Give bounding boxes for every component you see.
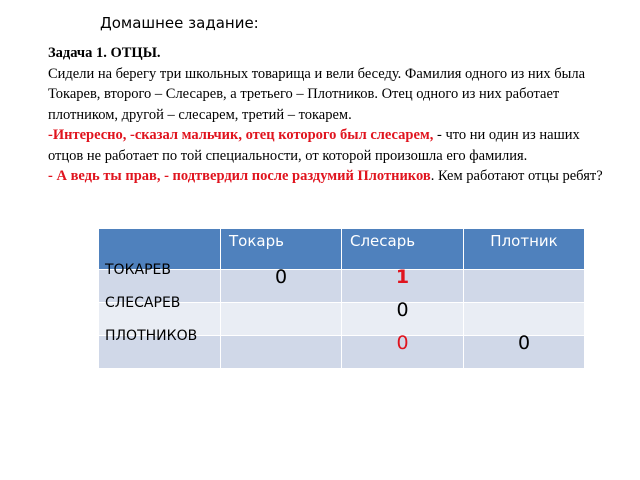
- table-row: [99, 336, 585, 369]
- header-cell-plotnik: [464, 229, 585, 270]
- column-header: Токарь: [229, 232, 284, 250]
- row-label: ТОКАРЕВ: [105, 262, 171, 278]
- cell-value: 0: [274, 266, 288, 288]
- table-cell: [221, 336, 342, 369]
- table-cell: [342, 266, 464, 303]
- table-header-row: [99, 229, 585, 270]
- column-header: Плотник: [490, 232, 558, 250]
- logic-table: [98, 228, 585, 369]
- quote-boy-continued: - что ни один из наших отцов не работает по той специальности, от которой произошла его фамилия.: [48, 127, 580, 164]
- table-cell: [464, 303, 585, 336]
- table-cell: [342, 299, 464, 336]
- table-cell: [342, 332, 464, 369]
- row-label: СЛЕСАРЕВ: [105, 295, 181, 311]
- table-cell: [464, 332, 585, 369]
- task-paragraph-3: [48, 166, 618, 187]
- cell-value: 0: [517, 332, 531, 354]
- cell-value: 0: [396, 299, 409, 321]
- cell-value: 0: [396, 332, 409, 354]
- dash: -: [48, 168, 57, 184]
- cell-value: 1: [395, 266, 410, 288]
- table-cell: [221, 303, 342, 336]
- quote-boy: -Интересно, -сказал мальчик, отец которого был слесарем,: [48, 127, 438, 143]
- task-paragraph-2: [48, 125, 618, 166]
- table-cell: [221, 266, 342, 303]
- header-cell-tokar: [221, 229, 342, 270]
- column-header: Слесарь: [350, 232, 416, 250]
- task-paragraph-1: Сидели на берегу три школьных товарища и вели беседу. Фамилия одного из них была Токарев, второго – Слесарев, а третьего – Плотников. Отец одного из них работает плотником, другой – слесарем, третий – токарем.: [48, 65, 586, 123]
- quote-plotnikov: А ведь ты прав, - подтвердил после раздумий Плотников: [56, 168, 431, 184]
- task-question: . Кем работают отцы ребят?: [430, 168, 603, 184]
- row-label: ПЛОТНИКОВ: [105, 328, 198, 344]
- table-cell: [464, 270, 585, 303]
- header-cell-slesar: [342, 229, 464, 270]
- task-heading: Задача 1. ОТЦЫ.: [48, 45, 161, 61]
- homework-title: Домашнее задание:: [100, 14, 259, 32]
- row-label-cell: [99, 328, 221, 369]
- task-text: [48, 43, 618, 187]
